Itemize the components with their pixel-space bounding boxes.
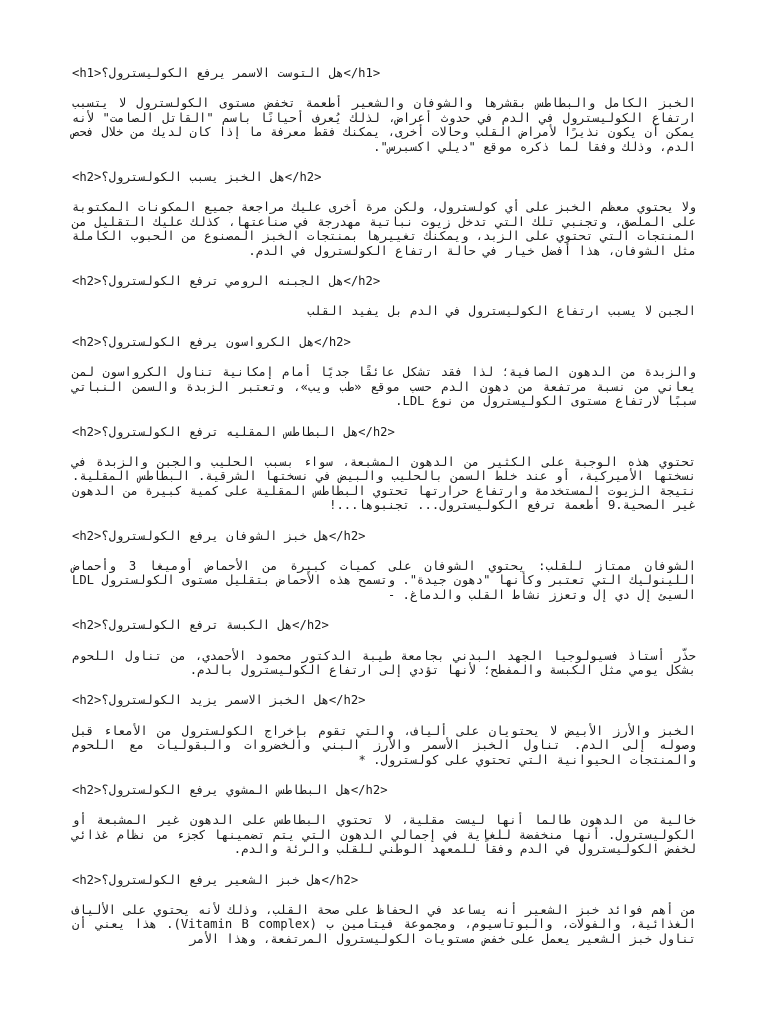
section-heading: <h2>هل خبز الشوفان يرفع الكولسترول؟</h2> — [72, 528, 366, 543]
section-heading: <h1>هل التوست الاسمر يرفع الكوليسترول؟</h1> — [72, 66, 381, 80]
document-section — [64, 693, 696, 767]
document-section — [64, 170, 696, 258]
section-paragraph: حذّر أستاذ فسيولوجيا الجهد البدني بجامعة طيبة الدكتور محمود الأحمدي، من تناول اللحوم بشكل يومي مثل الكبسة والمفطح؛ لأنها تؤدي إلى ارتفاع الكوليسترول بالدم. — [64, 648, 696, 677]
section-paragraph: ولا يحتوي معظم الخبز على أي كولسترول، ولكن مرة أخرى عليك مراجعة جميع المكونات المكتوبة على الملصق، وتجنبي تلك التي تدخل زيوت نباتية مهدرجة في صناعتها، كذلك عليك التقليل من المنتجات التي تحتوي على الزبد، ويمكنك تغييرها بمنتجات الخبز المصنوع من الحبوب الكاملة مثل الشوفان، هذا أفضل خيار في حالة ارتفاع الكولسترول في الدم. — [64, 200, 696, 258]
section-heading: <h2>هل الخبز الاسمر يزيد الكولسترول؟</h2> — [72, 693, 366, 708]
document-section — [64, 334, 696, 409]
document-section — [64, 528, 696, 603]
section-heading: <h2>هل الكبسة ترفع الكولسترول؟</h2> — [72, 618, 329, 633]
section-heading: <h2>هل الخبز يسبب الكولسترول؟</h2> — [72, 170, 322, 185]
section-heading: <h2>هل الكرواسون يرفع الكولسترول؟</h2> — [72, 334, 351, 349]
section-paragraph: الشوفان ممتاز للقلب: يحتوي الشوفان على كميات كبيرة من الأحماض أوميغا 3 وأحماض اللينوليك التي تعتبر وكأنها "دهون جيدة". وتسمح هذه الأحماض بتقليل مستوى الكولسترول LDL السيئ إل دي إل وتعزز نشاط القلب والدماغ. - — [64, 558, 696, 602]
section-heading: <h2>هل خبز الشعير يرفع الكولسترول؟</h2> — [72, 872, 359, 887]
document-section — [72, 274, 696, 319]
document-section — [64, 66, 696, 154]
section-paragraph: الخبز الكامل والبطاطس بقشرها والشوفان والشعير أطعمة تخفض مستوى الكولسترول لا يتسبب ارتفاع الكوليسترول في الدم في حدوث أعراض، لذلك يُعرف أحيانًا باسم "القاتل الصامت" لأنه يمكن أن يكون نذيرًا لأمراض القلب وحالات أخرى، يمكنك فقط معرفة ما إذا كان لديك من خلال فحص الدم، وذلك وفقا لما ذكره موقع "ديلي اكسبرس". — [64, 96, 696, 154]
document-section — [64, 872, 696, 947]
section-heading: <h2>هل الجبنه الرومي ترفع الكولسترول؟</h2> — [72, 274, 381, 289]
section-paragraph: خالية من الدهون طالما أنها ليست مقلية، لا تحتوي البطاطس على الدهون غير المشبعة أو الكوليسترول. أنها منخفضة للغاية في إجمالي الدهون التي يتم تضمينها كجزء من نظام غذائي لخفض الكوليسترول في الدم وفقاً للمعهد الوطني للقلب والرئة والدم. — [64, 813, 696, 857]
section-paragraph: تحتوي هذه الوجبة على الكثير من الدهون المشبعة، سواء بسبب الحليب والجبن والزبدة في نسختها الأميركية، أو عند خلط السمن بالحليب والبيض في نسختها الشرقية. البطاطس المقلية. نتيجة الزيوت المستخدمة وارتفاع حرارتها تحتوي البطاطس المقلية على كمية كبيرة من الدهون غير الصحية.9 أطعمة ترفع الكوليسترول... تجنبوها...! — [64, 454, 696, 513]
section-heading: <h2>هل البطاطس المقليه ترفع الكولسترول؟</h2> — [72, 424, 395, 439]
document-section — [64, 424, 696, 513]
section-heading: <h2>هل البطاطس المشوي يرفع الكولسترول؟</h2> — [72, 783, 388, 797]
section-paragraph: من أهم فوائد خبز الشعير أنه يساعد في الحفاظ على صحة القلب، وذلك لأنه يحتوي على الألياف الغذائية، والفولات، والبوتاسيوم، ومجموعة فيتامين ب (Vitamin B complex). هذا يعني أن تناول خبز الشعير يعمل على خفض مستويات الكوليسترول المرتفعة، وهذا الأمر — [64, 903, 696, 946]
document-page — [64, 66, 696, 962]
section-paragraph: والزبدة من الدهون الصافية؛ لذا فقد تشكل عائقًا جديًا أمام إمكانية تناول الكرواسون لمن يعاني من نسبة مرتفعة من دهون الدم حسب موقع «طب ويب»، وتعتبر الزبدة والسمن النباتي سببًا لارتفاع مستوى الكوليسترول من نوع LDL. — [64, 365, 696, 409]
section-paragraph: الجبن لا يسبب ارتفاع الكوليسترول في الدم بل يفيد القلب — [307, 304, 696, 319]
document-section — [64, 783, 696, 857]
document-section — [64, 618, 696, 677]
section-paragraph: الخبز والأرز الأبيض لا يحتويان على ألياف، والتي تقوم بإخراج الكولسترول من الأمعاء قبل وصوله إلى الدم. تناول الخبز الأسمر والأرز البني والخضروات والبقوليات مع اللحوم والمنتجات الحيوانية التي تحتوي على كولسترول. * — [64, 723, 696, 767]
